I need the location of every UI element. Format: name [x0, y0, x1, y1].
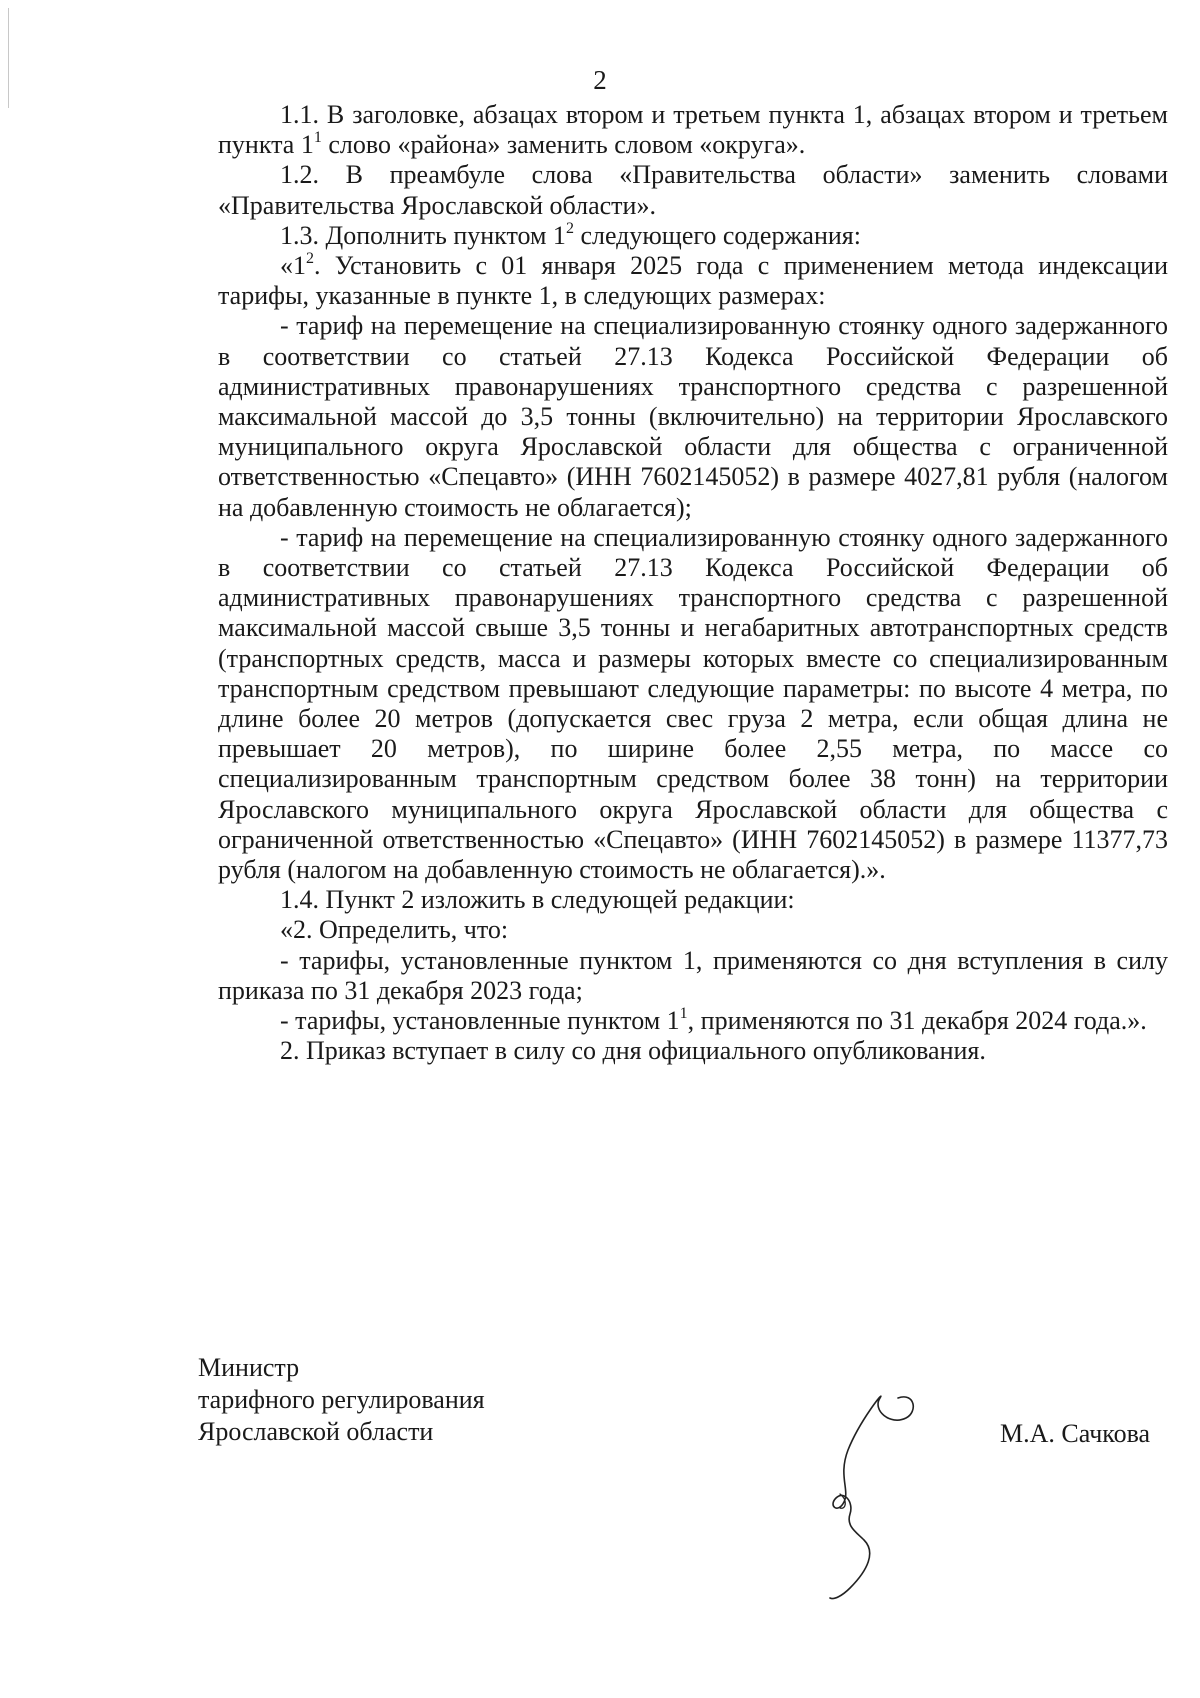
paragraph-1-3-text-a: 1.3. Дополнить пунктом 1 — [280, 220, 566, 250]
paragraph-final: 2. Приказ вступает в силу со дня официального опубликования. — [280, 1036, 986, 1066]
paragraph-2-item-2-text-b: , применяются по 31 декабря 2024 года.». — [687, 1006, 1147, 1036]
paragraph-1-3-text-b: следующего содержания: — [573, 220, 861, 250]
paragraph-2-item-2 — [218, 1006, 1168, 1036]
superscript-1-item: 1 — [679, 1005, 688, 1023]
superscript-1: 1 — [313, 129, 322, 147]
paragraph-1-2: 1.2. В преамбуле слова «Правительства области» заменить словами «Правительства Ярославской области». — [218, 160, 1168, 220]
signer-name: М.А. Сачкова — [1000, 1419, 1151, 1448]
paragraph-1-2-quoted-text-b: . Установить с 01 января 2025 года с применением метода индексации тарифы, указанные в пункте 1, в следующих размерах: — [218, 251, 1168, 311]
paragraph-2-item-2-text-a: - тарифы, установленные пунктом 1 — [280, 1006, 680, 1036]
paragraph-1-1-text-b: слово «района» заменить словом «округа». — [321, 130, 806, 160]
paragraph-1-1 — [218, 100, 1168, 160]
tariff-item-2: - тариф на перемещение на специализированную стоянку одного задержанного в соответствии со статьей 27.13 Кодекса Российской Федерации об административных правонарушениях транспортного средства с разрешенной максимальной массой свыше 3,5 тонны и негабаритных автотранспортных средств (транспортных средств, масса и размеры которых вместе со специализированным транспортным средством превышают следующие параметры: по высоте 4 метра, по длине более 20 метров (допускается свес груза 2 метра, если общая длина не превышает 20 метров), по ширине более 2,55 метра, по массе со специализированным транспортным средством более 38 тонн) на территории Ярославского муниципального округа Ярославской области для общества с ограниченной ответственностью «Спецавто» (ИНН 7602145052) в размере 11377,73 рубля (налогом на добавленную стоимость не облагается).». — [218, 522, 1168, 885]
signatory-title-line-2: тарифного регулирования — [198, 1385, 485, 1414]
superscript-2-quoted: 2 — [306, 250, 314, 268]
signatory-title-line-3: Ярославской области — [198, 1417, 434, 1446]
handwritten-signature — [820, 1390, 930, 1600]
paragraph-2-item-1: - тарифы, установленные пунктом 1, применяются со дня вступления в силу приказа по 31 декабря 2023 года; — [218, 945, 1168, 1005]
paragraph-1-3 — [218, 221, 1168, 251]
signatory-title-block — [198, 1352, 485, 1448]
tariff-item-1: - тариф на перемещение на специализированную стоянку одного задержанного в соответствии со статьей 27.13 Кодекса Российской Федерации об административных правонарушениях транспортного средства с разрешенной максимальной массой до 3,5 тонны (включительно) на территории Ярославского муниципального округа Ярославской области для общества с ограниченной ответственностью «Спецавто» (ИНН 7602145052) в размере 4027,81 рубля (налогом на добавленную стоимость не облагается); — [218, 311, 1168, 522]
paragraph-1-2-quoted-text-a: «1 — [280, 251, 306, 281]
paragraph-2-quoted: «2. Определить, что: — [280, 915, 509, 945]
signatory-title-line-1: Министр — [198, 1353, 300, 1382]
superscript-2: 2 — [565, 219, 574, 237]
document-body — [218, 100, 1168, 1067]
page-number: 2 — [593, 65, 607, 95]
paragraph-1-2-quoted — [218, 251, 1168, 311]
paragraph-1-4: 1.4. Пункт 2 изложить в следующей редакции: — [280, 885, 795, 915]
paragraph-1-1-text-a: 1.1. В заголовке, абзацах втором и третьем пункта 1, абзацах втором и третьем пункта 1 — [218, 100, 1168, 160]
